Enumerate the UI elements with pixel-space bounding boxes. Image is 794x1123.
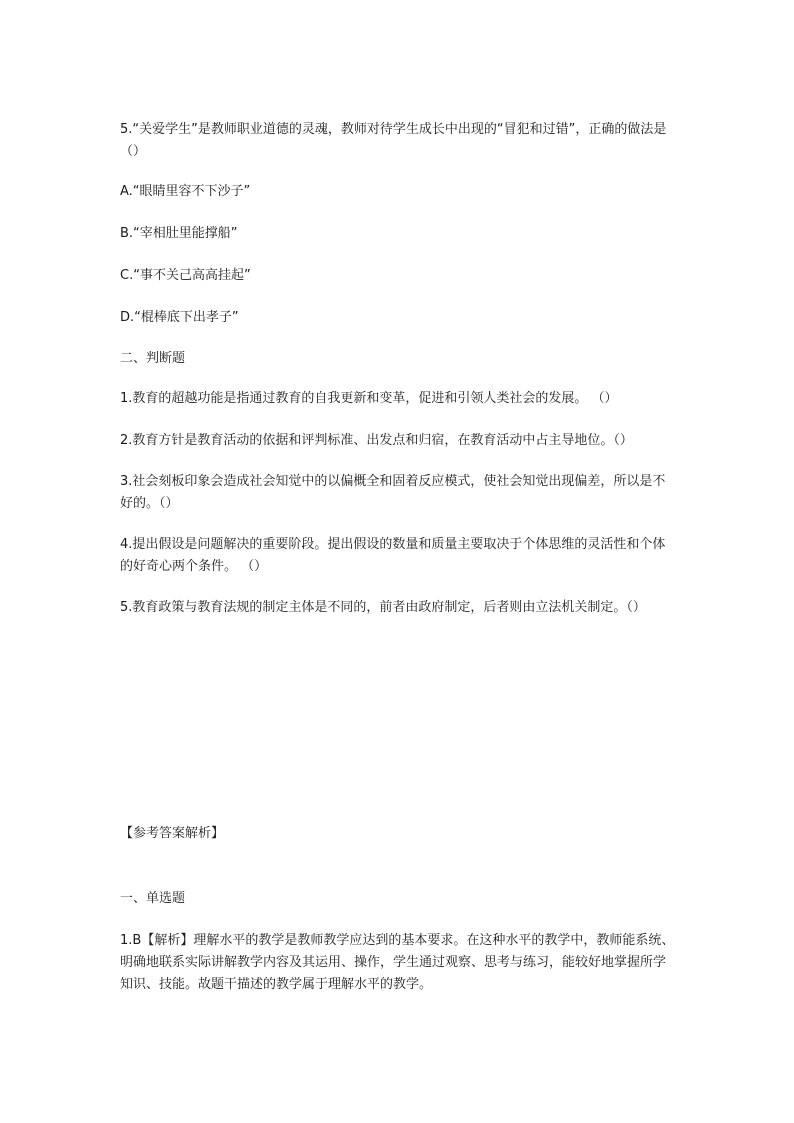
true-false-item-4: 4.提出假设是问题解决的重要阶段。提出假设的数量和质量主要取决于个体思维的灵活性和个体的好奇心两个条件。 （） [120, 537, 666, 574]
section-2-title: 二、判断题 [120, 351, 186, 366]
answers-title: 【参考答案解析】 [120, 826, 225, 841]
true-false-item-2: 2.教育方针是教育活动的依据和评判标准、出发点和归宿，在教育活动中占主导地位。（） [120, 433, 633, 448]
question-5-option-a: A.“眼睛里容不下沙子” [120, 184, 251, 199]
question-5-option-b: B.“宰相肚里能撑船” [120, 226, 238, 241]
question-5-option-c: C.“事不关己高高挂起” [120, 268, 251, 283]
true-false-item-1: 1.教育的超越功能是指通过教育的自我更新和变革，促进和引领人类社会的发展。 （） [120, 391, 618, 406]
answers-section-1-title: 一、单选题 [120, 891, 186, 906]
question-5-stem: 5.“关爱学生”是教师职业道德的灵魂，教师对待学生成长中出现的“冒犯和过错”，正确的做法是（） [120, 122, 667, 159]
question-5-option-d: D.“棍棒底下出孝子” [120, 310, 239, 325]
answer-item-1: 1.B【解析】理解水平的教学是教师教学应达到的基本要求。在这种水平的教学中，教师能系统、明确地联系实际讲解教学内容及其运用、操作，学生通过观察、思考与练习，能较好地掌握所学知识、技能。故题干描述的教学属于理解水平的教学。 [120, 933, 675, 992]
true-false-item-5: 5.教育政策与教育法规的制定主体是不同的，前者由政府制定，后者则由立法机关制定。（） [120, 600, 646, 615]
true-false-item-3: 3.社会刻板印象会造成社会知觉中的以偏概全和固着反应模式，使社会知觉出现偏差，所以是不好的。（） [120, 474, 666, 511]
